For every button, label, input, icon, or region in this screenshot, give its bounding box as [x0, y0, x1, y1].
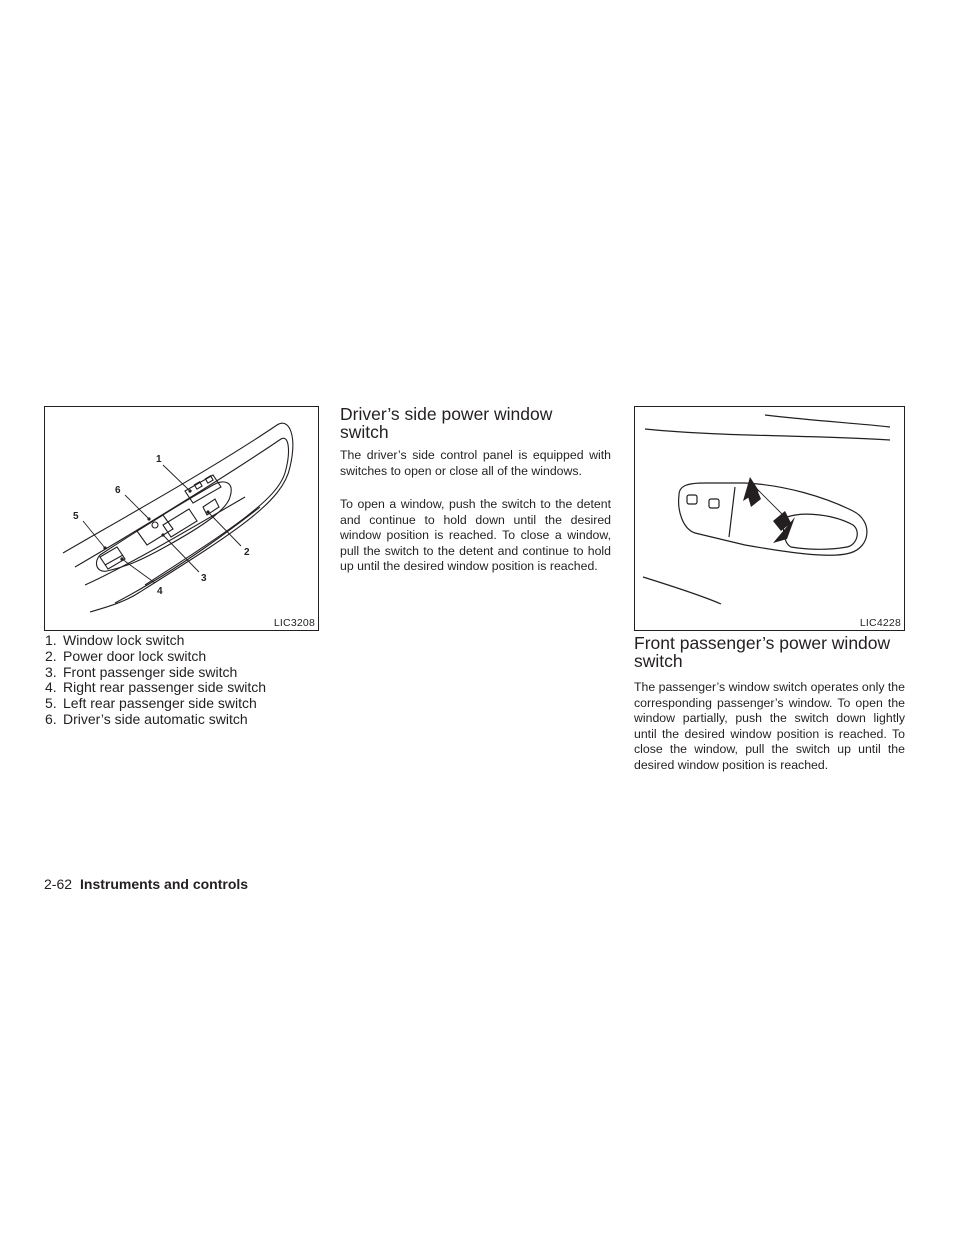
legend-item: 6. Driver’s side automatic switch: [45, 710, 248, 727]
legend-item: 4. Right rear passenger side switch: [45, 679, 267, 696]
callout-1: 1: [156, 454, 162, 465]
callout-6: 6: [115, 485, 121, 496]
paragraph-driver-panel: The driver’s side control panel is equipped with switches to open or close all of the windows.: [340, 448, 611, 478]
legend-item: 3. Front passenger side switch: [45, 663, 238, 680]
legend-item: 1. Window lock switch: [45, 632, 185, 648]
page-footer: [44, 876, 248, 892]
page-number: 2-62: [44, 876, 73, 892]
paragraph-driver-operation: To open a window, push the switch to the detent and continue to hold down until the desired window position is reached. To close a window, pull the switch to the detent and continue to hold up until the desired window position is reached.: [340, 497, 611, 574]
callout-legend: [45, 633, 325, 728]
callout-2: 2: [244, 547, 250, 558]
figure-passenger-switch: [634, 406, 905, 631]
figure-code: LIC3208: [273, 617, 315, 629]
section-heading-passenger: Front passenger’s power window switch: [634, 633, 891, 671]
legend-item: 2. Power door lock switch: [45, 647, 207, 664]
callout-3: 3: [201, 573, 207, 584]
callout-4: 4: [157, 586, 163, 597]
section-title: Instruments and controls: [80, 876, 249, 892]
section-heading-driver: Driver’s side power window switch: [340, 404, 553, 442]
driver-switch-panel-illustration: [45, 407, 318, 630]
paragraph-passenger-operation: The passenger’s window switch operates only the corresponding passenger’s window. To open the window partially, push the switch down lightly until the desired window position is reached. To close the window, pull the switch up until the desired window position is reached.: [634, 680, 905, 772]
passenger-switch-illustration: [635, 407, 904, 630]
figure-driver-switch-panel: [44, 406, 319, 631]
figure-code: LIC4228: [859, 617, 901, 629]
callout-5: 5: [73, 511, 79, 522]
legend-item: 5. Left rear passenger side switch: [45, 695, 257, 712]
